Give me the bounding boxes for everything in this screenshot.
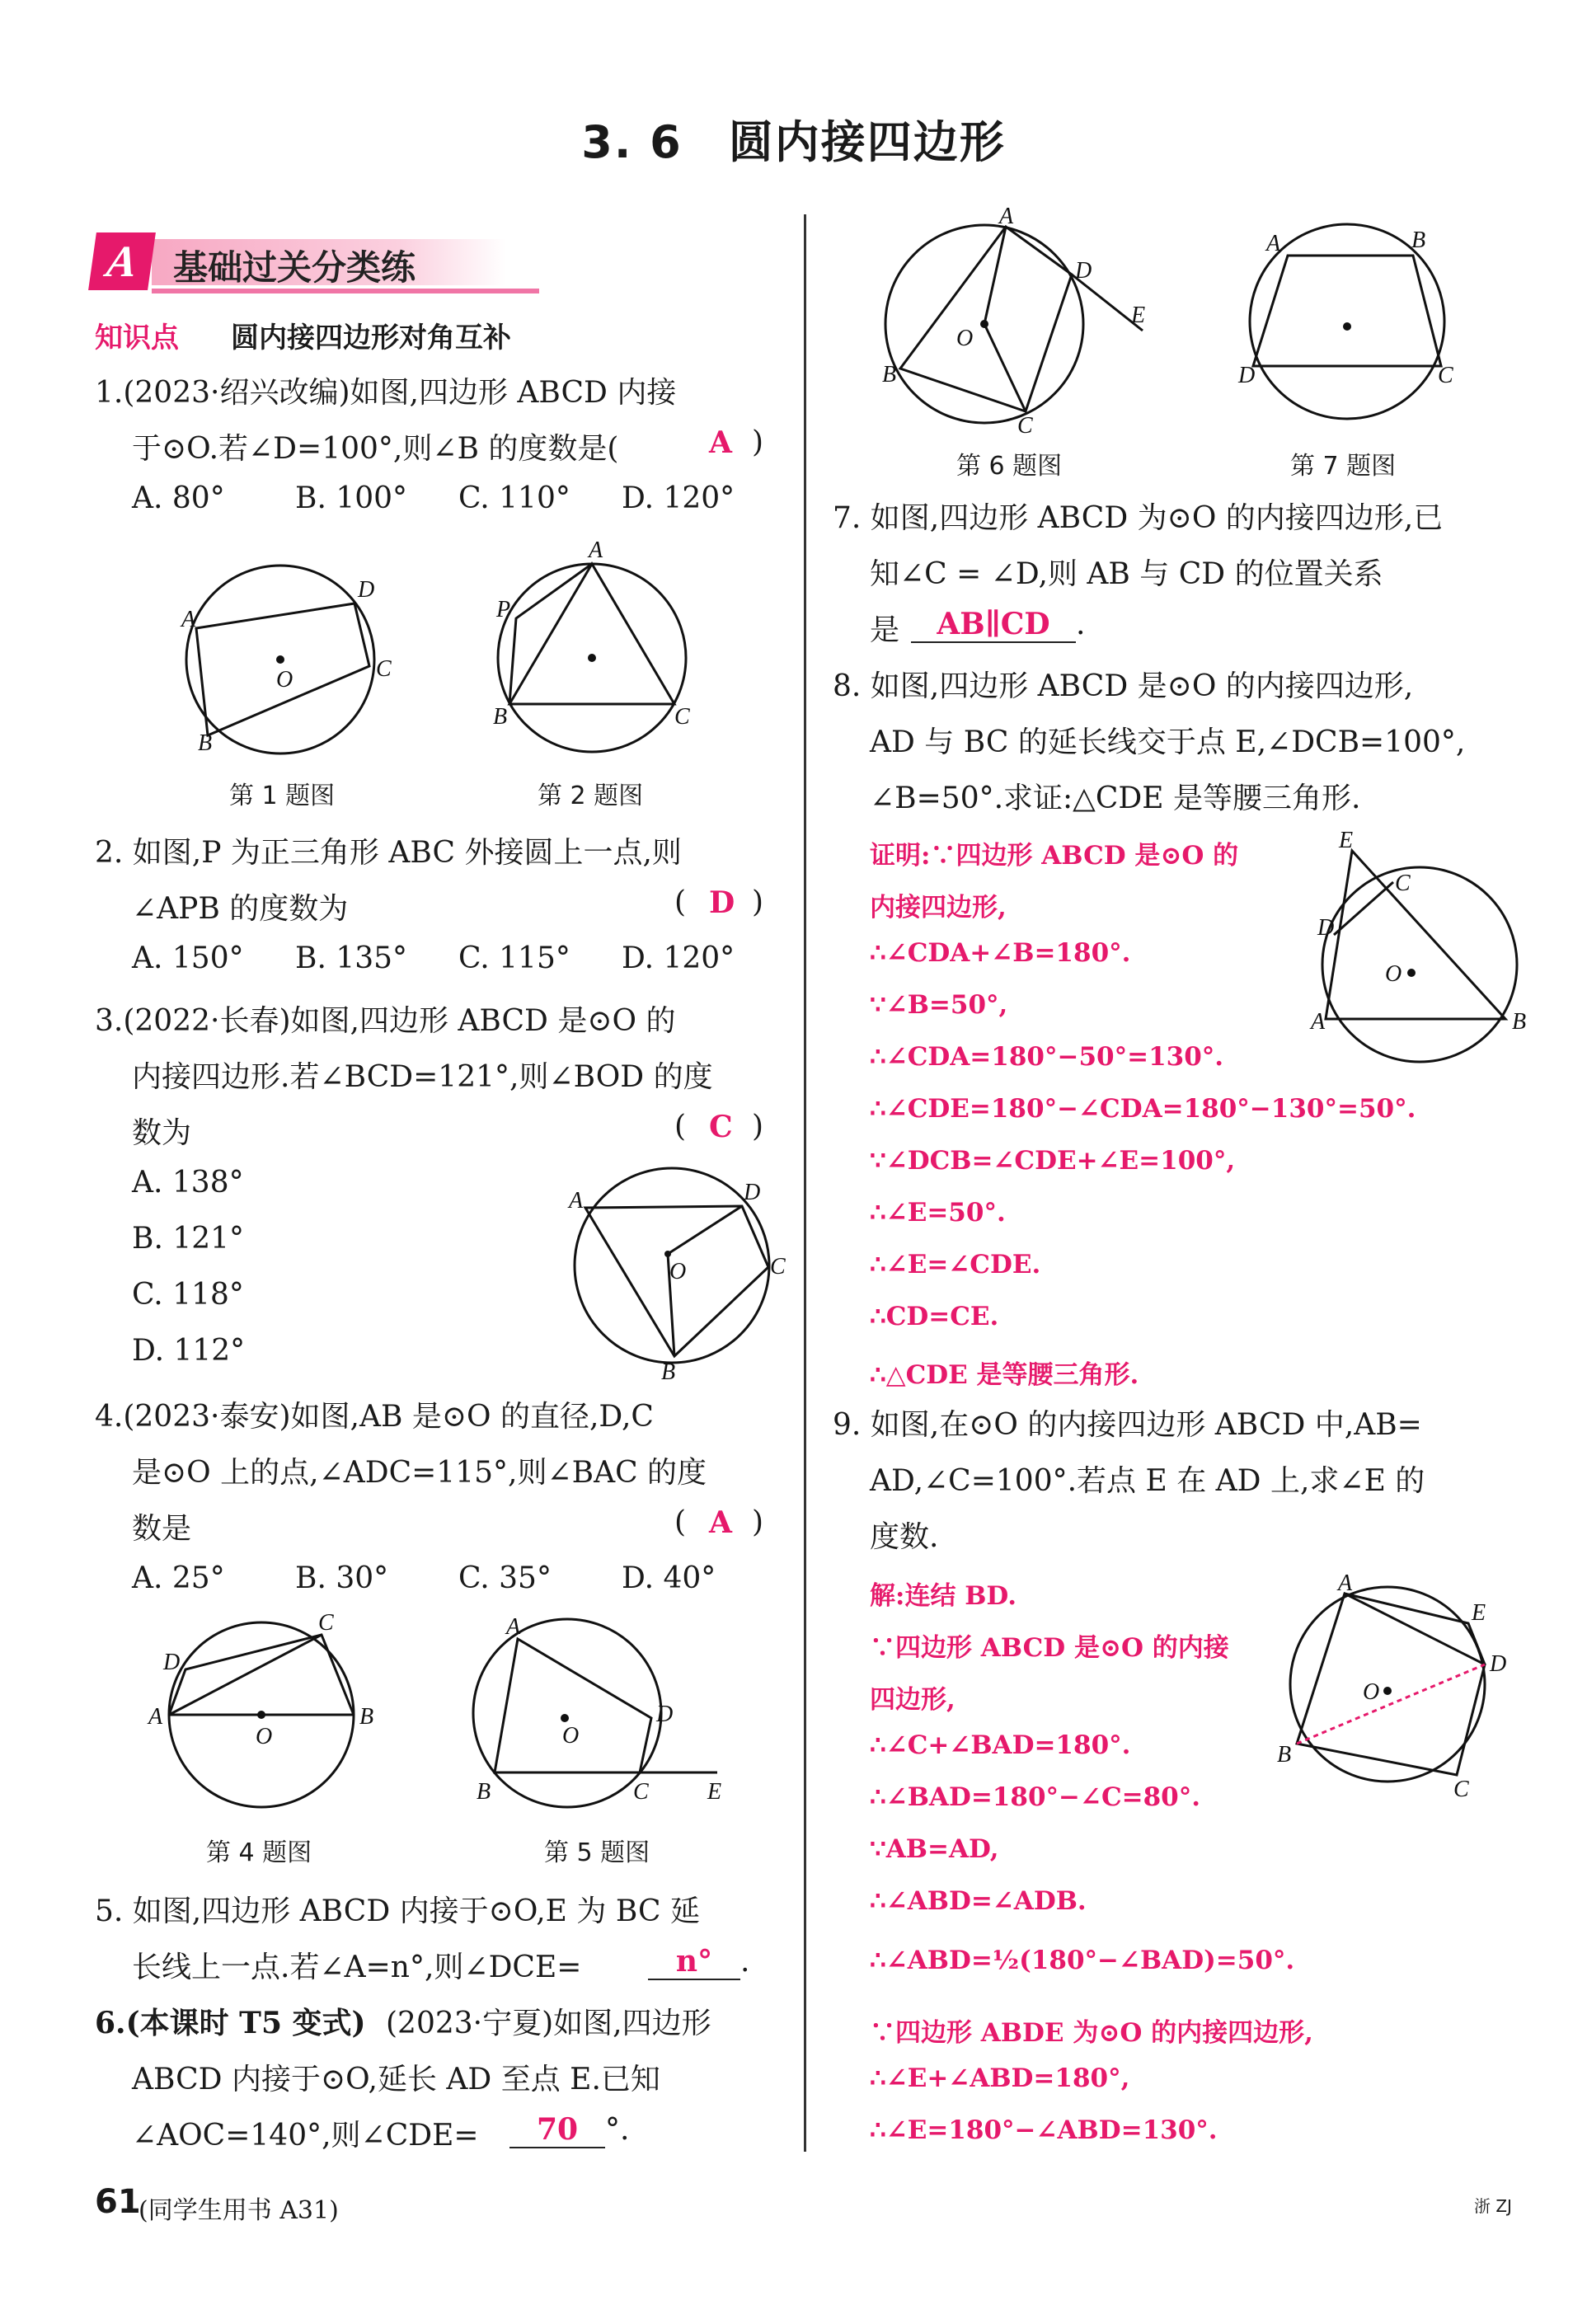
q8-solution-line: ∴△CDE 是等腰三角形.	[870, 1360, 1139, 1390]
svg-text:B: B	[1512, 1009, 1527, 1035]
figure-3	[569, 1158, 786, 1385]
section-title: 基础过关分类练	[173, 247, 416, 288]
q8-solution-line: ∴∠CDA+∠B=180°.	[870, 938, 1131, 968]
q6-unit: °.	[605, 2113, 630, 2147]
q2-open-paren: (	[674, 885, 687, 919]
svg-text:E: E	[707, 1779, 722, 1805]
q8-solution-line: ∴∠CDA=180°−50°=130°.	[870, 1042, 1224, 1072]
q8-solution-line: ∴∠CDE=180°−∠CDA=180°−130°=50°.	[870, 1094, 1416, 1124]
q2-answer: D	[709, 885, 735, 920]
q8-solution-line: ∵∠DCB=∠CDE+∠E=100°,	[870, 1146, 1236, 1176]
figure-6	[874, 204, 1154, 439]
q4-option-b: B. 30°	[295, 1561, 389, 1595]
svg-text:D: D	[1317, 915, 1335, 941]
q7-line-3: 是	[870, 613, 900, 647]
q2-line-1: 2. 如图,P 为正三角形 ABC 外接圆上一点,则	[95, 836, 682, 870]
page-number: 61	[95, 2183, 141, 2221]
svg-text:O: O	[956, 326, 974, 351]
q9-solution-line: ∵四边形 ABDE 为⊙O 的内接四边形,	[870, 2018, 1313, 2048]
svg-text:O: O	[669, 1259, 687, 1284]
section-badge: A	[88, 232, 156, 290]
figure-4	[148, 1610, 396, 1818]
svg-text:B: B	[1411, 228, 1426, 253]
svg-text:B: B	[477, 1779, 491, 1805]
q9-solution-line: ∴∠E=180°−∠ABD=130°.	[870, 2115, 1218, 2145]
q8-solution-line: ∴CD=CE.	[870, 1302, 999, 1331]
svg-text:O: O	[562, 1723, 580, 1749]
figure-5	[470, 1616, 734, 1822]
svg-text:D: D	[1075, 258, 1092, 284]
svg-text:C: C	[1395, 871, 1411, 896]
q6-line-3: ∠AOC=140°,则∠CDE=	[132, 2119, 479, 2153]
svg-text:C: C	[376, 656, 392, 682]
q2-option-c: C. 115°	[458, 941, 570, 975]
q8-solution-line: ∴∠E=∠CDE.	[870, 1250, 1041, 1279]
q6-answer: 70	[509, 2112, 605, 2148]
q1-line-1: 1.(2023·绍兴改编)如图,四边形 ABCD 内接	[95, 376, 677, 410]
q7-answer: AB∥CD	[911, 607, 1076, 643]
q5-line-1: 5. 如图,四边形 ABCD 内接于⊙O,E 为 BC 延	[95, 1894, 700, 1928]
svg-text:B: B	[1277, 1742, 1292, 1768]
svg-text:E: E	[1339, 828, 1354, 853]
q4-answer: A	[709, 1505, 732, 1540]
q2-line-2: ∠APB 的度数为	[132, 892, 349, 926]
q9-line-3: 度数.	[870, 1520, 939, 1554]
q6-tag: 6.(本课时 T5 变式)	[95, 2006, 366, 2040]
q9-solution-line: ∴∠E+∠ABD=180°,	[870, 2063, 1130, 2093]
q6-line-1: (2023·宁夏)如图,四边形	[386, 2007, 711, 2040]
q8-line-2: AD 与 BC 的延长线交于点 E,∠DCB=100°,	[870, 725, 1466, 759]
figure-4-caption: 第 4 题图	[206, 1838, 312, 1867]
knowledge-label: 知识点	[95, 322, 179, 354]
q4-option-d: D. 40°	[622, 1561, 716, 1595]
svg-text:O: O	[276, 667, 293, 693]
svg-text:A: A	[589, 538, 603, 563]
svg-text:B: B	[493, 704, 508, 730]
q1-option-b: B. 100°	[295, 481, 408, 515]
figure-6-caption: 第 6 题图	[956, 452, 1063, 481]
figure-7-caption: 第 7 题图	[1290, 452, 1397, 481]
q4-option-a: A. 25°	[132, 1561, 225, 1595]
page-title: 3. 6 圆内接四边形	[581, 116, 1006, 168]
svg-text:C: C	[1438, 363, 1453, 388]
q9-solution-line: ∴∠ABD=½(180°−∠BAD)=50°.	[870, 1946, 1295, 1975]
q3-line-1: 3.(2022·长春)如图,四边形 ABCD 是⊙O 的	[95, 1004, 676, 1038]
svg-text:A: A	[1311, 1009, 1326, 1035]
q4-option-c: C. 35°	[458, 1561, 552, 1595]
q4-line-1: 4.(2023·泰安)如图,AB 是⊙O 的直径,D,C	[95, 1400, 654, 1434]
q7-line-1: 7. 如图,四边形 ABCD 为⊙O 的内接四边形,已	[833, 501, 1444, 535]
q9-solution-line: 解:连结 BD.	[870, 1581, 1017, 1611]
q3-close-paren: )	[752, 1110, 764, 1143]
q7-end: .	[1076, 608, 1086, 641]
q7-line-2: 知∠C = ∠D,则 AB 与 CD 的位置关系	[870, 557, 1383, 591]
q5-answer-blank: n° .	[648, 1944, 749, 1980]
svg-text:O: O	[1385, 961, 1402, 987]
q2-option-b: B. 135°	[295, 941, 408, 975]
knowledge-title: 圆内接四边形对角互补	[231, 322, 511, 354]
q2-close-paren: )	[752, 885, 764, 919]
q8-line-3: ∠B=50°.求证:△CDE 是等腰三角形.	[870, 782, 1361, 815]
q5-answer: n°	[648, 1944, 740, 1980]
svg-text:A: A	[1266, 231, 1281, 256]
q7-answer-blank	[911, 607, 1085, 643]
q8-solution-line: 内接四边形,	[870, 893, 1007, 923]
svg-text:D: D	[358, 577, 375, 603]
q9-line-1: 9. 如图,在⊙O 的内接四边形 ABCD 中,AB=	[833, 1408, 1422, 1442]
figure-7	[1237, 223, 1484, 412]
q4-line-3: 数是	[132, 1512, 192, 1546]
q3-option-b: B. 121°	[132, 1222, 245, 1256]
q4-line-2: 是⊙O 上的点,∠ADC=115°,则∠BAC 的度	[132, 1456, 707, 1490]
q6-answer-blank	[509, 2112, 629, 2148]
q8-solution-line: ∵∠B=50°,	[870, 990, 1008, 1020]
q3-option-c: C. 118°	[132, 1278, 244, 1312]
figure-2-caption: 第 2 题图	[538, 782, 644, 810]
svg-text:A: A	[181, 607, 196, 632]
svg-text:A: A	[569, 1188, 584, 1214]
q1-close-paren: )	[752, 425, 764, 459]
q8-solution-line: 证明:∵四边形 ABCD 是⊙O 的	[870, 841, 1239, 871]
svg-text:E: E	[1472, 1600, 1486, 1626]
svg-text:A: A	[1338, 1570, 1353, 1596]
q5-line-2: 长线上一点.若∠A=n°,则∠DCE=	[132, 1951, 582, 1984]
svg-text:E: E	[1131, 303, 1146, 328]
q2-option-a: A. 150°	[132, 941, 244, 975]
q8-solution-line: ∴∠E=50°.	[870, 1198, 1006, 1228]
svg-text:P: P	[496, 597, 511, 622]
q3-line-2: 内接四边形.若∠BCD=121°,则∠BOD 的度	[132, 1060, 713, 1094]
q1-answer: A	[709, 425, 732, 460]
svg-text:B: B	[882, 362, 897, 387]
q6-line-2: ABCD 内接于⊙O,延长 AD 至点 E.已知	[132, 2063, 660, 2096]
svg-text:O: O	[1363, 1679, 1380, 1705]
column-divider	[804, 214, 806, 2152]
svg-text:B: B	[198, 730, 213, 756]
q9-solution-line: ∴∠ABD=∠ADB.	[870, 1886, 1087, 1916]
q9-line-2: AD,∠C=100°.若点 E 在 AD 上,求∠E 的	[870, 1464, 1425, 1498]
svg-text:C: C	[674, 704, 690, 730]
figure-2	[493, 538, 709, 750]
q2-option-d: D. 120°	[622, 941, 735, 975]
svg-text:B: B	[359, 1704, 374, 1730]
svg-text:C: C	[633, 1779, 649, 1805]
q1-option-d: D. 120°	[622, 481, 735, 515]
q3-open-paren: (	[674, 1110, 687, 1143]
q3-option-a: A. 138°	[132, 1166, 244, 1200]
q1-option-c: C. 110°	[458, 481, 570, 515]
svg-text:C: C	[1017, 413, 1033, 439]
q3-line-3: 数为	[132, 1116, 192, 1150]
figure-5-caption: 第 5 题图	[544, 1838, 650, 1867]
svg-text:D: D	[656, 1702, 674, 1727]
figure-1-caption: 第 1 题图	[229, 782, 336, 810]
svg-text:B: B	[661, 1359, 676, 1385]
q3-answer: C	[709, 1110, 733, 1144]
figure-1	[165, 561, 404, 758]
q4-open-paren: (	[674, 1505, 687, 1539]
svg-text:A: A	[148, 1704, 163, 1730]
svg-text:C: C	[318, 1610, 334, 1636]
q9-solution-line: ∴∠C+∠BAD=180°.	[870, 1730, 1131, 1760]
svg-text:D: D	[1490, 1651, 1507, 1677]
page-subtitle: (同学生用书 A31)	[139, 2196, 339, 2225]
svg-text:D: D	[1238, 363, 1256, 388]
figure-8	[1311, 828, 1542, 1047]
corner-mark: 浙 ZJ	[1474, 2196, 1512, 2216]
q1-option-a: A. 80°	[132, 481, 225, 515]
svg-text:A: A	[999, 204, 1014, 229]
q4-close-paren: )	[752, 1505, 764, 1539]
q3-option-d: D. 112°	[132, 1334, 246, 1368]
q1-line-2: 于⊙O.若∠D=100°,则∠B 的度数是(	[132, 432, 619, 466]
q9-solution-line: ∵AB=AD,	[870, 1834, 999, 1864]
svg-text:C: C	[770, 1254, 786, 1279]
svg-text:O: O	[256, 1724, 273, 1749]
svg-text:D: D	[744, 1180, 761, 1205]
q9-solution-line: 四边形,	[870, 1685, 955, 1715]
q9-solution-line: ∴∠BAD=180°−∠C=80°.	[870, 1782, 1201, 1812]
figure-9	[1277, 1570, 1529, 1802]
svg-text:D: D	[163, 1650, 181, 1675]
q9-solution-line: ∵四边形 ABCD 是⊙O 的内接	[870, 1633, 1229, 1663]
svg-text:C: C	[1453, 1777, 1469, 1802]
svg-text:A: A	[506, 1614, 521, 1640]
q8-line-1: 8. 如图,四边形 ABCD 是⊙O 的内接四边形,	[833, 669, 1414, 703]
